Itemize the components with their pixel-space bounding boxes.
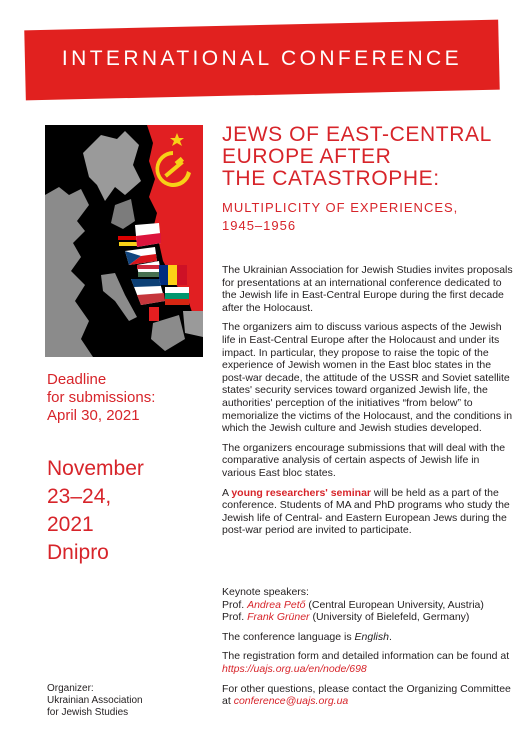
registration-link[interactable]: https://uajs.org.ua/en/node/698 (222, 662, 367, 675)
organizer-name: Ukrainian Association (47, 695, 143, 706)
map-illustration (45, 125, 203, 357)
body-paragraph: The organizers aim to discuss various aspects of the Jewish life in East-Central Europe after the Holocaust and under its impact. In particular, they propose to raise the topic of the experience of Jewish women in the East bloc states in the post-war decade, the attitude of the USSR and Soviet satellite states' security services toward organized Jewish life, the authorities' perception of the initiatives “from below” to memorialize the victims of the Holocaust, and the conditions in which the Jewish culture and Jewish studies developed. (222, 321, 513, 435)
event-city: Dnipro (47, 541, 109, 564)
event-date-location (47, 455, 212, 567)
title-line: EUROPE AFTER (222, 145, 392, 168)
organizer-name: for Jewish Studies (47, 707, 129, 718)
event-year: 2021 (47, 513, 94, 536)
speaker-prefix: Prof. (222, 611, 248, 624)
language-value: English (354, 630, 389, 643)
speaker-affiliation: (University of Bielefeld, Germany) (309, 611, 470, 624)
title-line: JEWS OF EAST-CENTRAL (222, 123, 492, 146)
conference-banner (24, 20, 499, 101)
seminar-highlight: young researchers' seminar (231, 486, 371, 499)
speaker-affiliation: (Central European University, Austria) (305, 598, 484, 611)
registration-line (222, 650, 514, 675)
keynote-heading: Keynote speakers: (222, 586, 309, 598)
deadline-label: Deadline (47, 371, 107, 388)
subtitle-line: 1945–1956 (222, 218, 297, 233)
seminar-post: will be held as a part of the conference. Students of MA and PhD programs who study the Jewish life of Central- and Eastern European Jews during the post-war period are invited to participate. (222, 486, 510, 537)
subtitle-line: MULTIPLICITY OF EXPERIENCES, (222, 200, 459, 215)
info-section (222, 586, 514, 715)
keynote-block (222, 586, 514, 624)
organizer-block (47, 683, 197, 719)
body-paragraph: The organizers encourage submissions that will deal with the comparative analysis of certain aspects of Jewish life in various East bloc states. (222, 441, 506, 479)
organizer-label: Organizer: (47, 683, 94, 694)
registration-text: The registration form and detailed information can be found at (222, 650, 510, 663)
language-pre: The conference language is (222, 630, 355, 643)
banner-title: INTERNATIONAL CONFERENCE (61, 47, 463, 71)
language-line (222, 631, 514, 644)
conference-title (222, 124, 512, 190)
contact-email-link[interactable]: conference@uajs.org.ua (233, 695, 349, 708)
speaker-name: Frank Grüner (247, 611, 310, 624)
event-days: 23–24, (47, 485, 112, 508)
deadline-date: April 30, 2021 (47, 407, 140, 424)
deadline-block (47, 371, 212, 425)
conference-subtitle (222, 199, 512, 235)
event-month: November (47, 457, 144, 480)
seminar-pre: A (222, 486, 232, 499)
speaker-prefix: Prof. (222, 598, 248, 611)
contact-text: For other questions, please contact the Organizing Committee at (222, 682, 511, 708)
deadline-label: for submissions: (47, 389, 156, 406)
speaker-name: Andrea Pető (247, 598, 306, 611)
seminar-paragraph (222, 487, 514, 537)
call-for-papers-text (222, 264, 514, 544)
body-paragraph: The Ukrainian Association for Jewish Studies invites proposals for presentations at an international conference dedicated to the Jewish life in East-Central Europe during the first decade after the Holocaust. (222, 264, 513, 314)
language-post: . (388, 630, 392, 643)
contact-line (222, 683, 514, 708)
title-line: THE CATASTROPHE: (222, 167, 440, 190)
